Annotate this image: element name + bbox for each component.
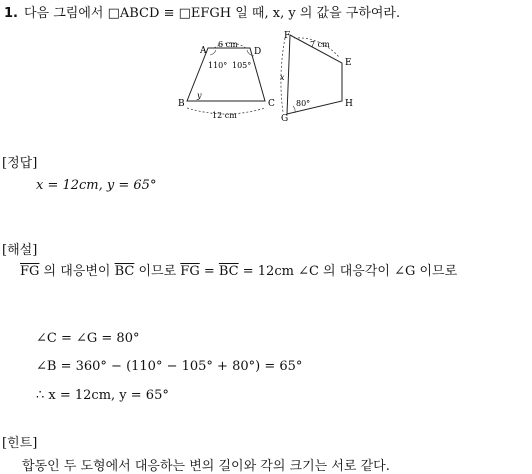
label-top-7cm: 7 cm: [310, 40, 330, 49]
label-angle-g: 80°: [296, 99, 311, 108]
explanation-line1: [20, 260, 457, 279]
quadrilateral-efgh: [280, 31, 353, 123]
label-f: F: [284, 31, 291, 41]
label-e: E: [345, 58, 352, 68]
label-bottom-12cm: 12 cm: [212, 111, 237, 120]
label-b: B: [178, 99, 185, 109]
label-h: H: [345, 99, 353, 109]
segment-bc: $\overline{BC}$: [218, 264, 239, 279]
equation-1: ∠C = ∠G = 80°: [36, 331, 140, 346]
text-part: 이므로: [134, 264, 181, 279]
explanation-header: [해설]: [2, 243, 38, 258]
label-d: D: [254, 47, 262, 57]
label-a: A: [200, 46, 207, 56]
text-part: =: [199, 264, 219, 279]
figure: [170, 28, 370, 123]
hint-text: 합동인 두 도형에서 대응하는 변의 길이와 각의 크기는 서로 같다.: [22, 459, 390, 474]
question-text: 다음 그림에서 □ABCD ≡ □EFGH 일 때, x, y 의 값을 구하여라.: [23, 6, 401, 21]
label-angle-d: 105°: [232, 61, 252, 70]
equation-3: ∴ x = 12cm, y = 65°: [36, 388, 169, 403]
label-x: x: [280, 73, 285, 82]
label-g: G: [281, 114, 289, 123]
text-part: = 12cm ∠C 의 대응각이 ∠G 이므로: [238, 264, 458, 279]
equation-2: ∠B = 360° − (110° − 105° + 80°) = 65°: [36, 359, 303, 374]
answer-header: [정답]: [2, 156, 38, 171]
label-angle-b: y: [197, 91, 202, 100]
label-c: C: [268, 99, 275, 109]
question-number: 1.: [4, 6, 18, 21]
segment-fg: $\overline{FG}$: [20, 264, 40, 279]
segment-bc: $\overline{BC}$: [114, 264, 135, 279]
question: [4, 2, 400, 21]
text-part: 의 대응변이: [39, 264, 115, 279]
hint-header: [힌트]: [2, 436, 38, 451]
answer-text: x = 12cm, y = 65°: [36, 178, 157, 193]
segment-fg: $\overline{FG}$: [180, 264, 200, 279]
label-angle-a: 110°: [208, 61, 228, 70]
label-top-6cm: 6 cm: [218, 40, 238, 49]
quadrilateral-abcd: [178, 40, 275, 120]
